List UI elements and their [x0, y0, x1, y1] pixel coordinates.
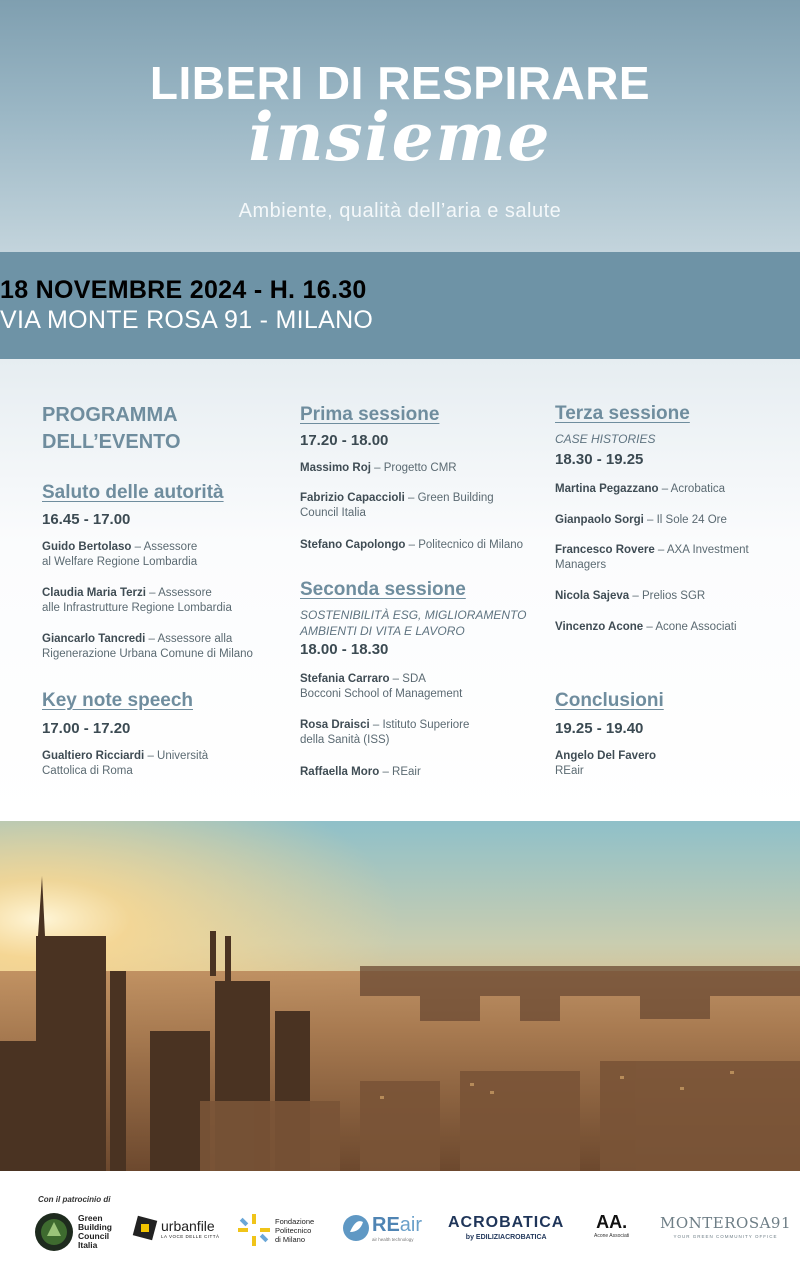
prima-title: Prima sessione: [300, 404, 440, 425]
reair-logo: REair air health technology: [342, 1214, 422, 1242]
speaker: Fabrizio Capaccioli – Green Building Council Italia: [300, 492, 494, 519]
keynote-title: Key note speech: [42, 690, 193, 711]
speaker: Guido Bertolaso – Assessore al Welfare Regione Lombardia: [42, 541, 198, 568]
seconda-subtitle: SOSTENIBILITÀ ESG, MIGLIORAMENTO AMBIENTI DI VITA E LAVORO: [300, 608, 527, 638]
reair-leaf-icon: [342, 1214, 370, 1242]
urbanfile-logo: urbanfile LA VOCE DELLE CITTÀ: [132, 1215, 220, 1241]
conclusioni-time: 19.25 - 19.40: [555, 720, 644, 737]
polimi-logo: Fondazione Politecnico di Milano: [236, 1212, 314, 1248]
acone-logo: AA. Acone Associati: [594, 1212, 630, 1239]
speaker: Nicola Sajeva – Prelios SGR: [555, 590, 706, 602]
speaker: Martina Pegazzano – Acrobatica: [555, 483, 726, 495]
speaker: Francesco Rovere – AXA Investment Managers: [555, 544, 749, 571]
event-place: VIA MONTE ROSA 91 - MILANO: [0, 306, 374, 334]
speaker: Rosa Draisci – Istituto Superiore della Sanità (ISS): [300, 719, 470, 746]
speaker: Massimo Roj – Progetto CMR: [300, 462, 457, 474]
terza-title: Terza sessione: [555, 403, 690, 424]
saluto-title: Saluto delle autorità: [42, 482, 224, 503]
urbanfile-icon: [132, 1215, 158, 1241]
keynote-time: 17.00 - 17.20: [42, 720, 131, 737]
speaker: Gianpaolo Sorgi – Il Sole 24 Ore: [555, 514, 727, 526]
gbc-seal-icon: [34, 1212, 74, 1252]
skyline-illustration: [0, 821, 800, 1171]
speaker: Angelo Del Favero REair: [555, 750, 656, 777]
speaker: Giancarlo Tancredi – Assessore alla Rigenerazione Urbana Comune di Milano: [42, 633, 253, 660]
event-subtitle: Ambiente, qualità dell’aria e salute: [238, 200, 562, 222]
monterosa91-logo: MONTEROSA91 YOUR GREEN COMMUNITY OFFICE: [660, 1214, 792, 1239]
speaker: Stefano Capolongo – Politecnico di Milano: [300, 539, 524, 551]
acrobatica-logo: ACROBATICA by EDILIZIACROBATICA: [448, 1214, 565, 1241]
gbc-italia-logo: Green Building Council Italia: [34, 1212, 112, 1252]
speaker: Claudia Maria Terzi – Assessore alle Infrastrutture Regione Lombardia: [42, 587, 232, 614]
speaker: Stefania Carraro – SDA Bocconi School of Management: [300, 673, 463, 700]
milan-skyline-photo: [0, 821, 800, 1171]
program-section: [0, 359, 800, 821]
prima-time: 17.20 - 18.00: [300, 432, 389, 449]
polimi-star-icon: [236, 1212, 272, 1248]
seconda-time: 18.00 - 18.30: [300, 641, 389, 658]
patrocinio-label: Con il patrocinio di: [38, 1195, 111, 1204]
event-date: 18 NOVEMBRE 2024 - H. 16.30: [0, 276, 367, 304]
program-title: PROGRAMMA DELL’EVENTO: [42, 404, 181, 453]
terza-time: 18.30 - 19.25: [555, 451, 644, 468]
event-title-script: insieme: [248, 98, 552, 176]
terza-subtitle: CASE HISTORIES: [555, 432, 656, 446]
event-title: LIBERI DI RESPIRARE: [149, 57, 651, 109]
saluto-time: 16.45 - 17.00: [42, 511, 131, 528]
speaker: Raffaella Moro – REair: [300, 766, 421, 778]
seconda-title: Seconda sessione: [300, 579, 466, 600]
speaker: Gualtiero Ricciardi – Università Cattolica di Roma: [42, 750, 209, 777]
hero-header: [0, 0, 800, 252]
conclusioni-title: Conclusioni: [555, 690, 664, 711]
speaker: Vincenzo Acone – Acone Associati: [555, 621, 737, 633]
